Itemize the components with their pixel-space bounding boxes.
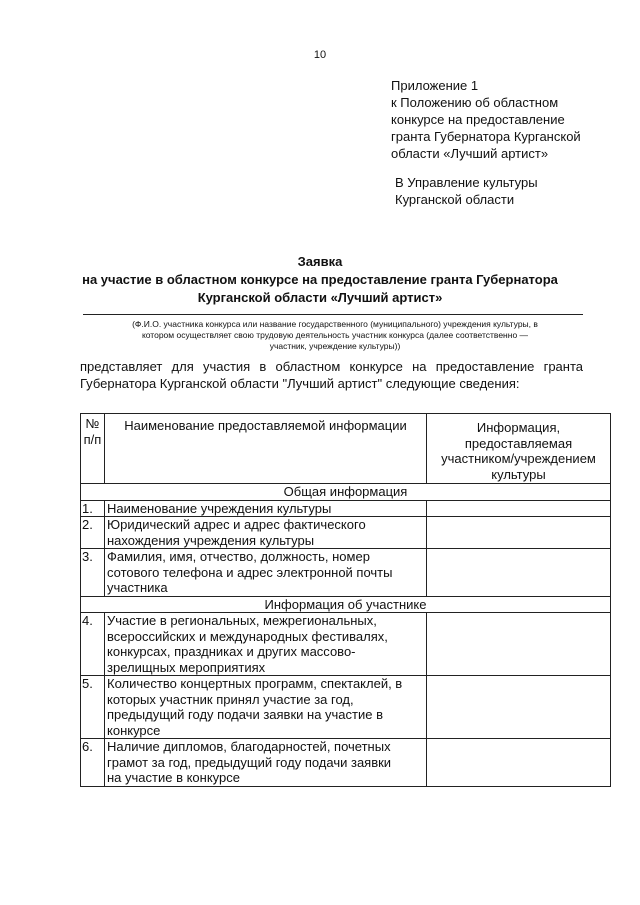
fill-in-line xyxy=(83,314,583,315)
page-number: 10 xyxy=(313,49,327,61)
title-line: Курганской области «Лучший артист» xyxy=(197,290,443,305)
row-name xyxy=(105,613,427,676)
intro-line: Губернатора Курганской области "Лучший артист" следующие сведения: xyxy=(80,376,520,391)
appendix-line: к Положению об областном xyxy=(391,95,559,110)
row-name-line: всероссийских и международных фестивалях, xyxy=(107,628,388,644)
section-row-general xyxy=(81,484,611,501)
appendix-line: конкурсе на предоставление xyxy=(391,112,565,127)
title-line: на участие в областном конкурсе на предоставление гранта Губернатора xyxy=(82,272,558,287)
table-row xyxy=(81,613,611,676)
appendix-line: области «Лучший артист» xyxy=(391,146,549,161)
row-name-line: Наличие дипломов, благодарностей, почетных xyxy=(107,739,391,754)
row-value-cell[interactable] xyxy=(427,549,611,597)
row-value-cell[interactable] xyxy=(427,613,611,676)
row-value-cell[interactable] xyxy=(427,500,611,517)
row-name-line: конкурсах, праздниках и других массово- xyxy=(107,644,356,659)
intro-paragraph xyxy=(80,358,583,392)
row-name-line: грамот за год, предыдущий году подачи заявки xyxy=(107,754,392,770)
row-name-line: конкурсе xyxy=(107,722,161,738)
appendix-line: Приложение 1 xyxy=(391,78,479,93)
addressee-line: В Управление культуры xyxy=(395,175,538,190)
row-name xyxy=(105,676,427,739)
table-header-row xyxy=(81,414,611,484)
row-name xyxy=(105,739,427,787)
row-name-line: нахождения учреждения культуры xyxy=(107,532,315,548)
row-value-cell[interactable] xyxy=(427,676,611,739)
row-name-line: Наименование учреждения культуры xyxy=(107,500,332,516)
row-name xyxy=(105,549,427,597)
header-number-line: № xyxy=(85,416,100,431)
row-number: 3. xyxy=(81,549,105,597)
appendix-block xyxy=(391,77,611,162)
row-number: 6. xyxy=(81,739,105,787)
header-info xyxy=(427,414,611,484)
document-title xyxy=(0,253,640,307)
header-info-line: Информация, xyxy=(476,420,561,435)
row-name-line: предыдущий году подачи заявки на участие в xyxy=(107,707,384,722)
row-number: 1. xyxy=(81,500,105,517)
table-row xyxy=(81,739,611,787)
information-table xyxy=(80,413,611,787)
row-name-line: зрелищных мероприятиях xyxy=(107,659,266,675)
row-number: 4. xyxy=(81,613,105,676)
table-row xyxy=(81,676,611,739)
row-name-line: на участие в конкурсе xyxy=(107,770,240,785)
appendix-line: гранта Губернатора Курганской xyxy=(391,129,581,144)
row-name-line: участника xyxy=(107,580,168,595)
row-name-line: Участие в региональных, межрегиональных, xyxy=(107,613,377,628)
hint-line: (Ф.И.О. участника конкурса или название государственного (муниципального) учреждения культуры, в xyxy=(132,319,538,329)
addressee-block xyxy=(395,174,538,208)
section-title: Информация об участнике xyxy=(81,596,611,613)
row-name-line: Юридический адрес и адрес фактического xyxy=(107,517,366,532)
row-name-line: Фамилия, имя, отчество, должность, номер xyxy=(107,549,370,564)
addressee-line: Курганской области xyxy=(395,192,515,207)
row-name-line: которых участник принял участие за год, xyxy=(107,691,354,707)
header-info-line: культуры xyxy=(491,466,546,482)
table-row xyxy=(81,500,611,517)
row-number: 2. xyxy=(81,517,105,549)
section-title: Общая информация xyxy=(81,484,611,501)
intro-line: представляет для участия в областном конкурсе на предоставление гранта xyxy=(80,359,583,374)
row-name-line: Количество концертных программ, спектаклей, в xyxy=(107,676,403,691)
hint-line: котором осуществляет свою трудовую деятельность участник конкурса (далее соответственно — xyxy=(141,330,529,340)
row-value-cell[interactable] xyxy=(427,517,611,549)
row-name xyxy=(105,517,427,549)
row-value-cell[interactable] xyxy=(427,739,611,787)
table-row xyxy=(81,549,611,597)
title-line: Заявка xyxy=(297,254,343,269)
header-info-line: участником/учреждением xyxy=(441,451,596,466)
header-number-line: п/п xyxy=(83,431,102,447)
header-number xyxy=(81,414,105,484)
row-number: 5. xyxy=(81,676,105,739)
row-name-line: сотового телефона и адрес электронной почты xyxy=(107,564,393,580)
fill-in-hint xyxy=(80,319,590,352)
header-name: Наименование предоставляемой информации xyxy=(105,414,427,484)
header-info-line: предоставляемая xyxy=(464,435,573,451)
table-row xyxy=(81,517,611,549)
row-name xyxy=(105,500,427,517)
section-row-participant xyxy=(81,596,611,613)
hint-line: участник, учреждение культуры)) xyxy=(269,341,401,351)
